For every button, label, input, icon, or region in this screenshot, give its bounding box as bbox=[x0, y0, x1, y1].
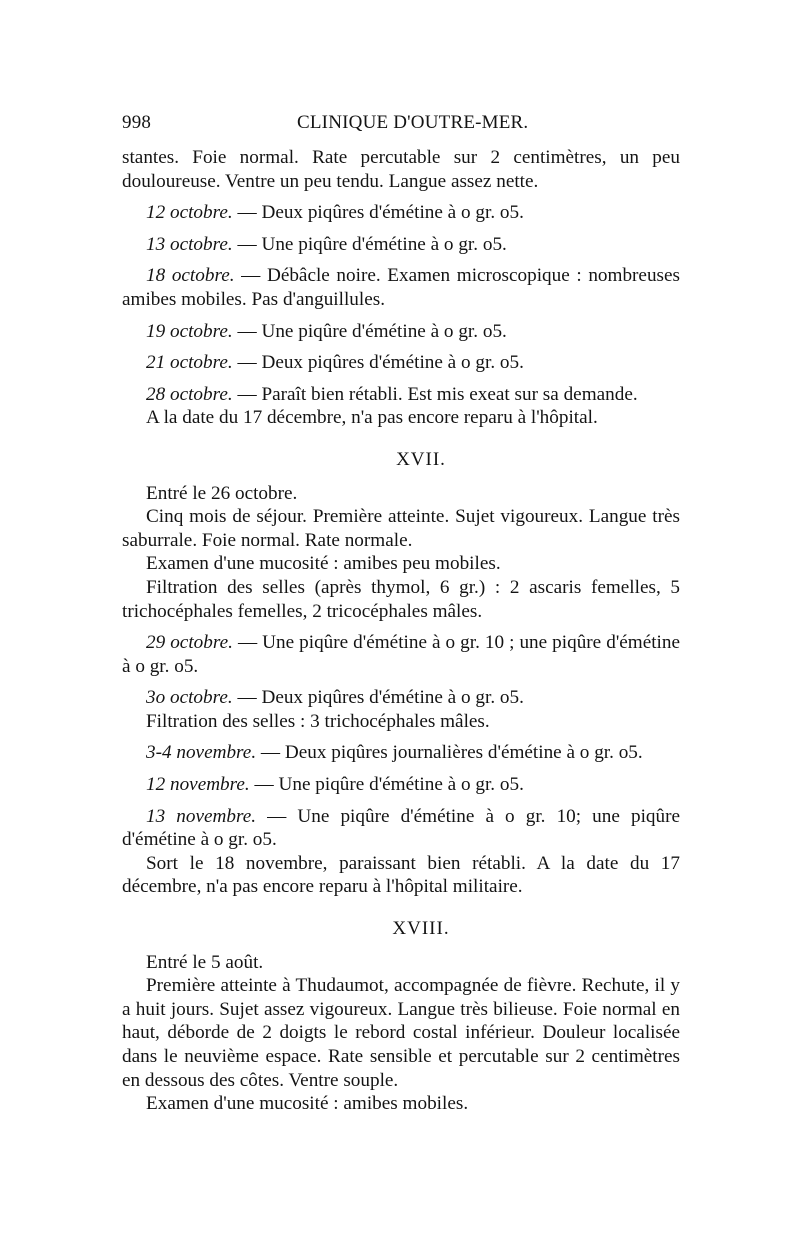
page-body bbox=[122, 146, 680, 1116]
entry-date: 12 novembre. bbox=[146, 774, 250, 796]
paragraph bbox=[122, 264, 680, 311]
entry-text: Filtration des selles (après thymol, 6 gr.) : 2 ascaris femelles, 5 trichocéphales femelles, 2 tricocéphales mâles. bbox=[122, 576, 680, 622]
paragraph bbox=[122, 852, 680, 899]
paragraph bbox=[122, 351, 680, 375]
entry-date: 18 octobre. bbox=[146, 265, 235, 287]
entry-text: — Débâcle noire. Examen microscopique : nombreuses amibes mobiles. Pas d'anguillules. bbox=[122, 265, 680, 310]
entry-text: Sort le 18 novembre, paraissant bien rétabli. A la date du 17 décembre, n'a pas encore reparu à l'hôpital militaire. bbox=[122, 852, 680, 898]
entry-text: — Deux piqûres d'émétine à o gr. o5. bbox=[232, 352, 524, 374]
entry-date: 3o octobre. bbox=[146, 687, 233, 709]
entry-text: Examen d'une mucosité : amibes mobiles. bbox=[146, 1093, 469, 1115]
entry-text: — Une piqûre d'émétine à o gr. o5. bbox=[232, 320, 507, 342]
entry-text: Entré le 5 août. bbox=[146, 951, 264, 973]
entry-text: — Une piqûre d'émétine à o gr. 10; une piqûre d'émétine à o gr. o5. bbox=[122, 805, 680, 851]
entry-date: 12 octobre. bbox=[146, 202, 233, 224]
paragraph bbox=[122, 805, 680, 852]
entry-text: — Deux piqûres journalières d'émétine à o gr. o5. bbox=[256, 742, 643, 764]
entry-text: — Une piqûre d'émétine à o gr. o5. bbox=[249, 774, 524, 796]
running-header bbox=[122, 112, 682, 142]
paragraph bbox=[122, 631, 680, 678]
entry-text: — Deux piqûres d'émétine à o gr. o5. bbox=[232, 202, 524, 224]
paragraph bbox=[122, 576, 680, 623]
section-heading-xvii: XVII. bbox=[396, 448, 446, 470]
paragraph bbox=[122, 686, 680, 710]
entry-text: Première atteinte à Thudaumot, accompagnée de fièvre. Rechute, il y a huit jours. Sujet assez vigoureux. Langue très bilieuse. Foie normal en haut, déborde de 2 doigts le rebord costal inférieur. Douleur localisée dans le neuvième espace. Rate sensible et percutable sur 2 centimètres en dessous des côtes. Ventre souple. bbox=[122, 975, 680, 1091]
entry-date: 28 octobre. bbox=[146, 383, 233, 405]
entry-text: Entré le 26 octobre. bbox=[146, 482, 298, 504]
entry-date: 13 octobre. bbox=[146, 233, 233, 255]
paragraph bbox=[122, 951, 680, 975]
entry-text: — Paraît bien rétabli. Est mis exeat sur sa demande. bbox=[232, 383, 638, 405]
entry-date: 21 octobre. bbox=[146, 352, 233, 374]
entry-text: — Deux piqûres d'émétine à o gr. o5. bbox=[232, 687, 524, 709]
paragraph bbox=[122, 974, 680, 1092]
paragraph bbox=[122, 482, 680, 506]
paragraph bbox=[122, 233, 680, 257]
page-number: 998 bbox=[122, 112, 152, 133]
paragraph bbox=[122, 201, 680, 225]
entry-text: A la date du 17 décembre, n'a pas encore reparu à l'hôpital. bbox=[146, 407, 598, 429]
entry-text: Examen d'une mucosité : amibes peu mobiles. bbox=[146, 553, 501, 575]
paragraph bbox=[122, 383, 680, 407]
entry-text: Cinq mois de séjour. Première atteinte. Sujet vigoureux. Langue très saburrale. Foie normal. Rate normale. bbox=[122, 506, 680, 551]
paragraph bbox=[122, 741, 680, 765]
paragraph bbox=[122, 505, 680, 552]
entry-text: stantes. Foie normal. Rate percutable sur 2 centimètres, un peu douloureuse. Ventre un peu tendu. Langue assez nette. bbox=[122, 147, 680, 192]
paragraph bbox=[122, 710, 680, 734]
running-title: CLINIQUE D'OUTRE-MER. bbox=[297, 112, 529, 133]
entry-date: 19 octobre. bbox=[146, 320, 233, 342]
entry-text: Filtration des selles : 3 trichocéphales mâles. bbox=[146, 710, 490, 732]
entry-text: — Une piqûre d'émétine à o gr. 10 ; une piqûre d'émétine à o gr. o5. bbox=[122, 632, 680, 677]
entry-text: — Une piqûre d'émétine à o gr. o5. bbox=[232, 233, 507, 255]
section-heading-xviii: XVIII. bbox=[392, 918, 450, 940]
entry-date: 3-4 novembre. bbox=[146, 742, 257, 764]
paragraph bbox=[122, 406, 680, 430]
paragraph bbox=[122, 146, 680, 193]
paragraph bbox=[122, 320, 680, 344]
entry-date: 29 octobre. bbox=[146, 632, 233, 654]
paragraph bbox=[122, 773, 680, 797]
paragraph bbox=[122, 1092, 680, 1116]
entry-date: 13 novembre. bbox=[146, 805, 257, 827]
paragraph bbox=[122, 552, 680, 576]
